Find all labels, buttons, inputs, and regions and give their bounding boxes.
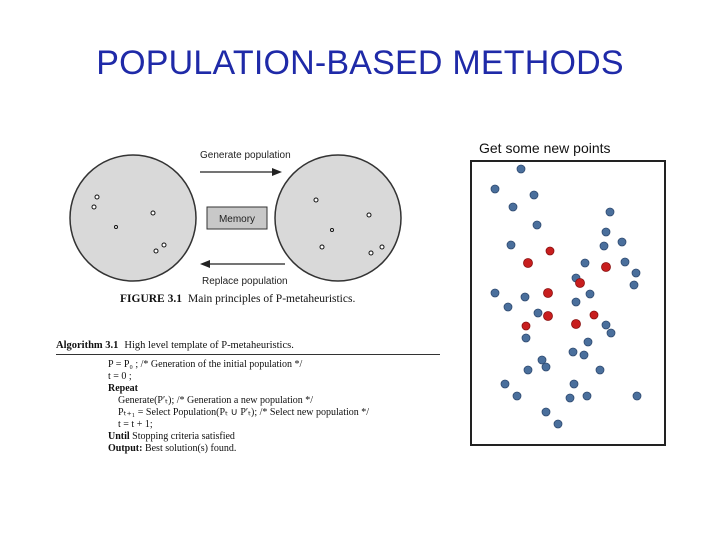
algorithm-line [108,443,440,455]
algorithm-body [108,359,440,455]
replace-population-label: Replace population [202,276,288,287]
left-population-circle [70,155,196,281]
generate-population-label: Generate population [200,150,291,161]
arrow-left-icon [200,260,210,268]
algorithm-header [56,340,440,355]
points-scatter [472,162,664,444]
red-points [522,247,611,330]
until-keyword: Until [108,431,130,442]
blue-points [491,165,641,428]
slide-title: POPULATION-BASED METHODS [96,44,624,82]
algorithm-line: t = t + 1; [118,419,153,430]
algorithm-line: t = 0 ; [108,371,132,382]
p-metaheuristics-figure [60,140,460,315]
figure-caption [120,293,355,305]
points-panel [470,160,666,446]
algorithm-line [108,431,440,443]
algorithm-box [56,340,440,455]
until-condition: Stopping criteria satisfied [132,431,235,442]
right-population-circle [275,155,401,281]
algorithm-line: Repeat [108,383,138,394]
output-text: Best solution(s) found. [144,443,237,454]
memory-label: Memory [218,214,256,225]
figure-number: FIGURE 3.1 [120,293,182,305]
algorithm-line: Generate(P′ₜ); /* Generation a new population */ [118,395,314,406]
new-points-label: Get some new points [479,140,611,156]
output-keyword: Output: [108,443,143,454]
arrow-right-icon [272,168,282,176]
algorithm-line: P = P₀ ; /* Generation of the initial population */ [108,359,303,370]
algorithm-title: High level template of P-metaheuristics. [124,340,294,351]
algorithm-line: Pₜ₊₁ = Select Population(Pₜ ∪ P′ₜ); /* Select new population */ [118,407,370,418]
algorithm-number: Algorithm 3.1 [56,340,119,351]
figure-caption-text: Main principles of P-metaheuristics. [187,293,356,305]
